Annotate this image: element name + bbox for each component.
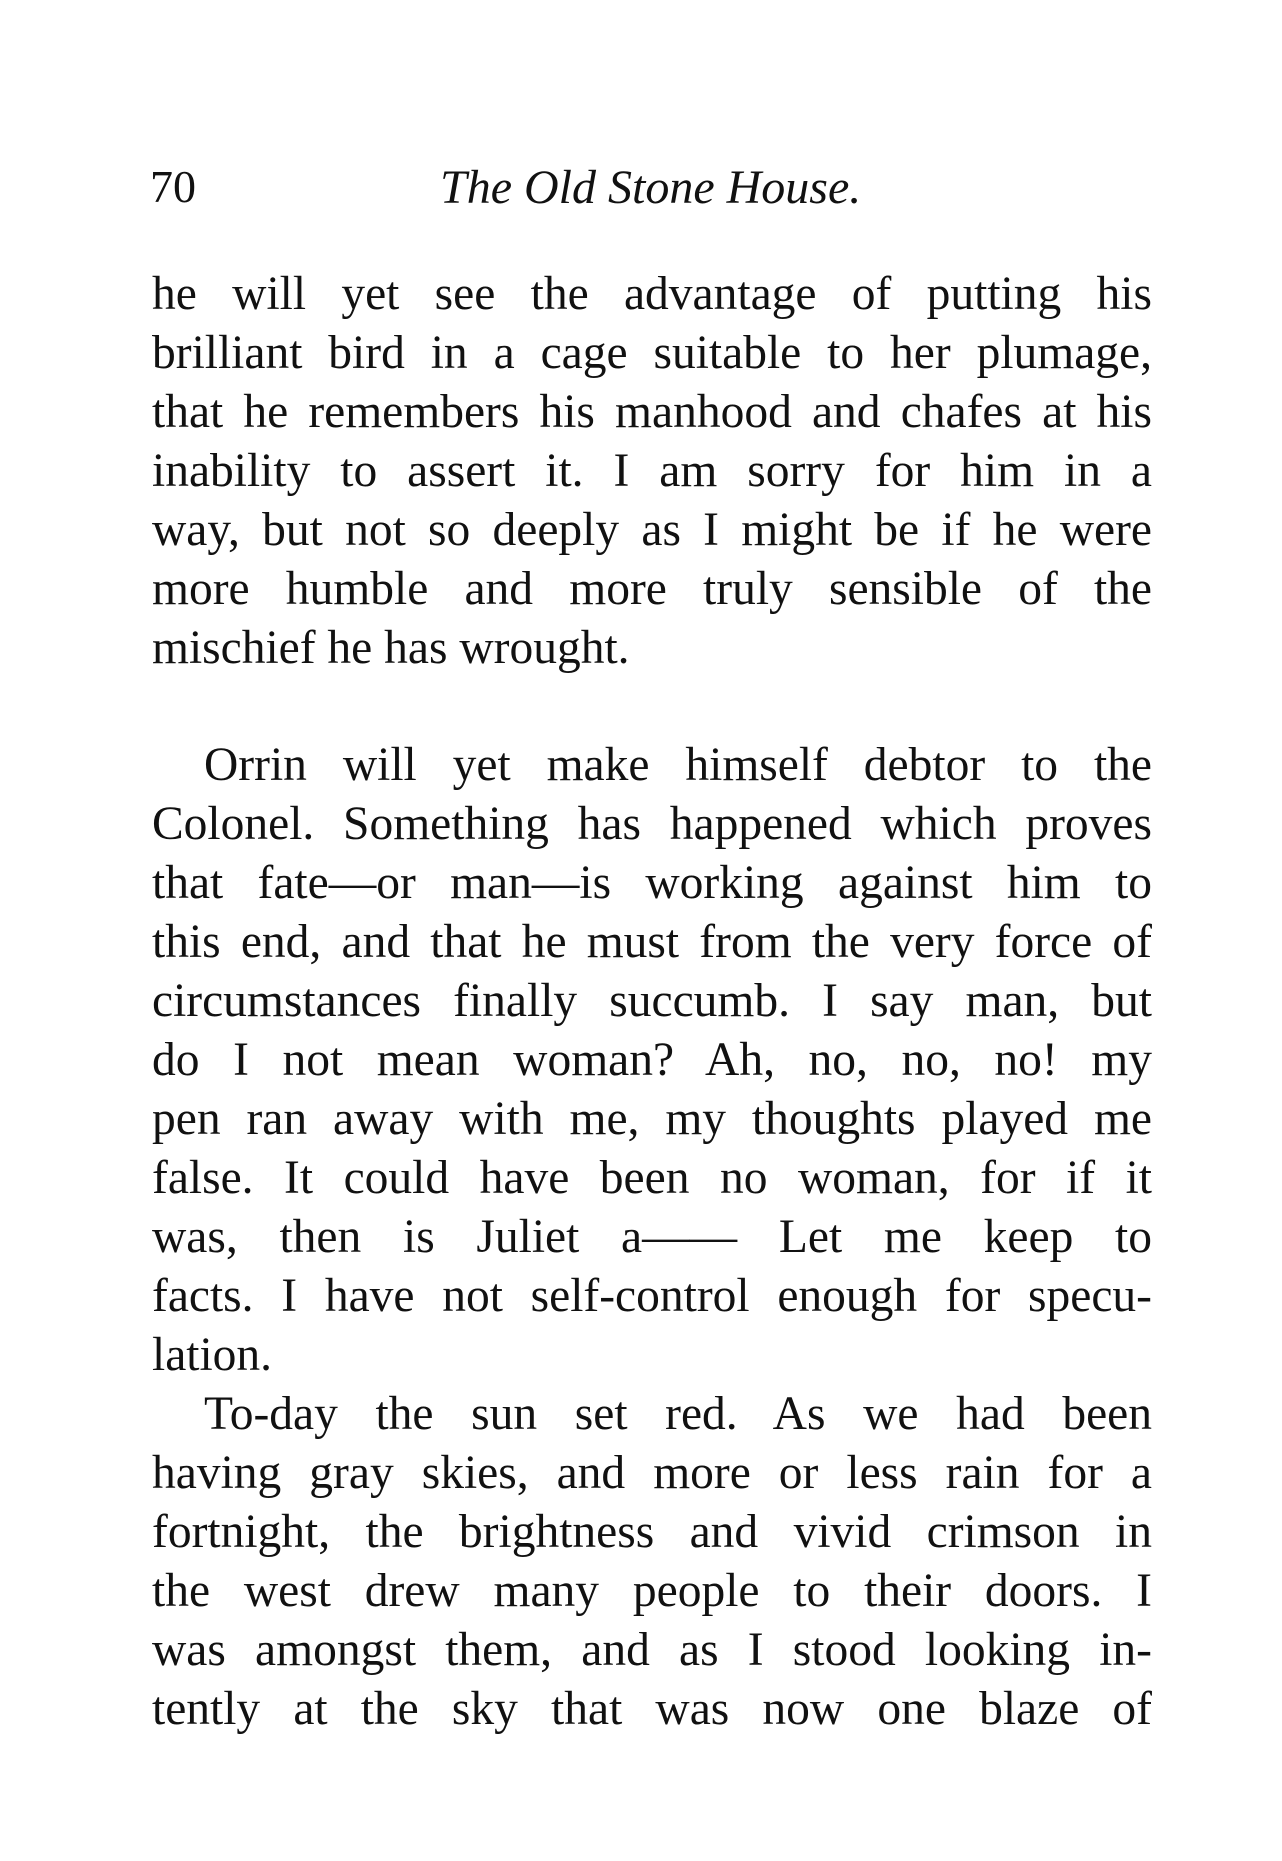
text-line: was amongst them, and as I stood looking in-: [152, 1624, 1152, 1676]
page-header: [150, 160, 1160, 230]
text-line: was, then is Juliet a—— Let me keep to: [152, 1211, 1152, 1263]
text-line: the west drew many people to their doors. I: [152, 1565, 1152, 1617]
paragraph-3: [152, 1385, 1152, 1739]
paragraph-2: [152, 736, 1152, 1385]
text-line: that he remembers his manhood and chafes at his: [152, 386, 1152, 438]
paragraph-1: [152, 265, 1152, 678]
text-line: that fate—or man—is working against him to: [152, 857, 1152, 909]
text-line: lation.: [152, 1329, 273, 1381]
text-line: this end, and that he must from the very force of: [152, 916, 1152, 968]
paragraph-gap: [152, 678, 1152, 736]
text-line: do I not mean woman? Ah, no, no, no! my: [152, 1034, 1152, 1086]
text-line: more humble and more truly sensible of the: [152, 563, 1152, 615]
text-line: Orrin will yet make himself debtor to the: [204, 739, 1152, 791]
text-line: tently at the sky that was now one blaze of: [152, 1683, 1152, 1735]
text-line: mischief he has wrought.: [152, 622, 630, 674]
text-line: false. It could have been no woman, for if it: [152, 1152, 1152, 1204]
text-line: circumstances finally succumb. I say man, but: [152, 975, 1152, 1027]
text-line: brilliant bird in a cage suitable to her plumage,: [152, 327, 1152, 379]
text-line: Colonel. Something has happened which proves: [152, 798, 1152, 850]
text-line: To-day the sun set red. As we had been: [204, 1388, 1152, 1440]
body-text: [152, 265, 1152, 1739]
text-line: facts. I have not self-control enough for specu-: [152, 1270, 1152, 1322]
text-line: way, but not so deeply as I might be if he were: [152, 504, 1152, 556]
page-number: 70: [150, 161, 196, 212]
text-line: having gray skies, and more or less rain for a: [152, 1447, 1152, 1499]
text-line: he will yet see the advantage of putting his: [152, 268, 1152, 320]
running-title: The Old Stone House.: [440, 161, 862, 214]
text-line: inability to assert it. I am sorry for him in a: [152, 445, 1152, 497]
text-line: fortnight, the brightness and vivid crimson in: [152, 1506, 1152, 1558]
text-line: pen ran away with me, my thoughts played me: [152, 1093, 1152, 1145]
